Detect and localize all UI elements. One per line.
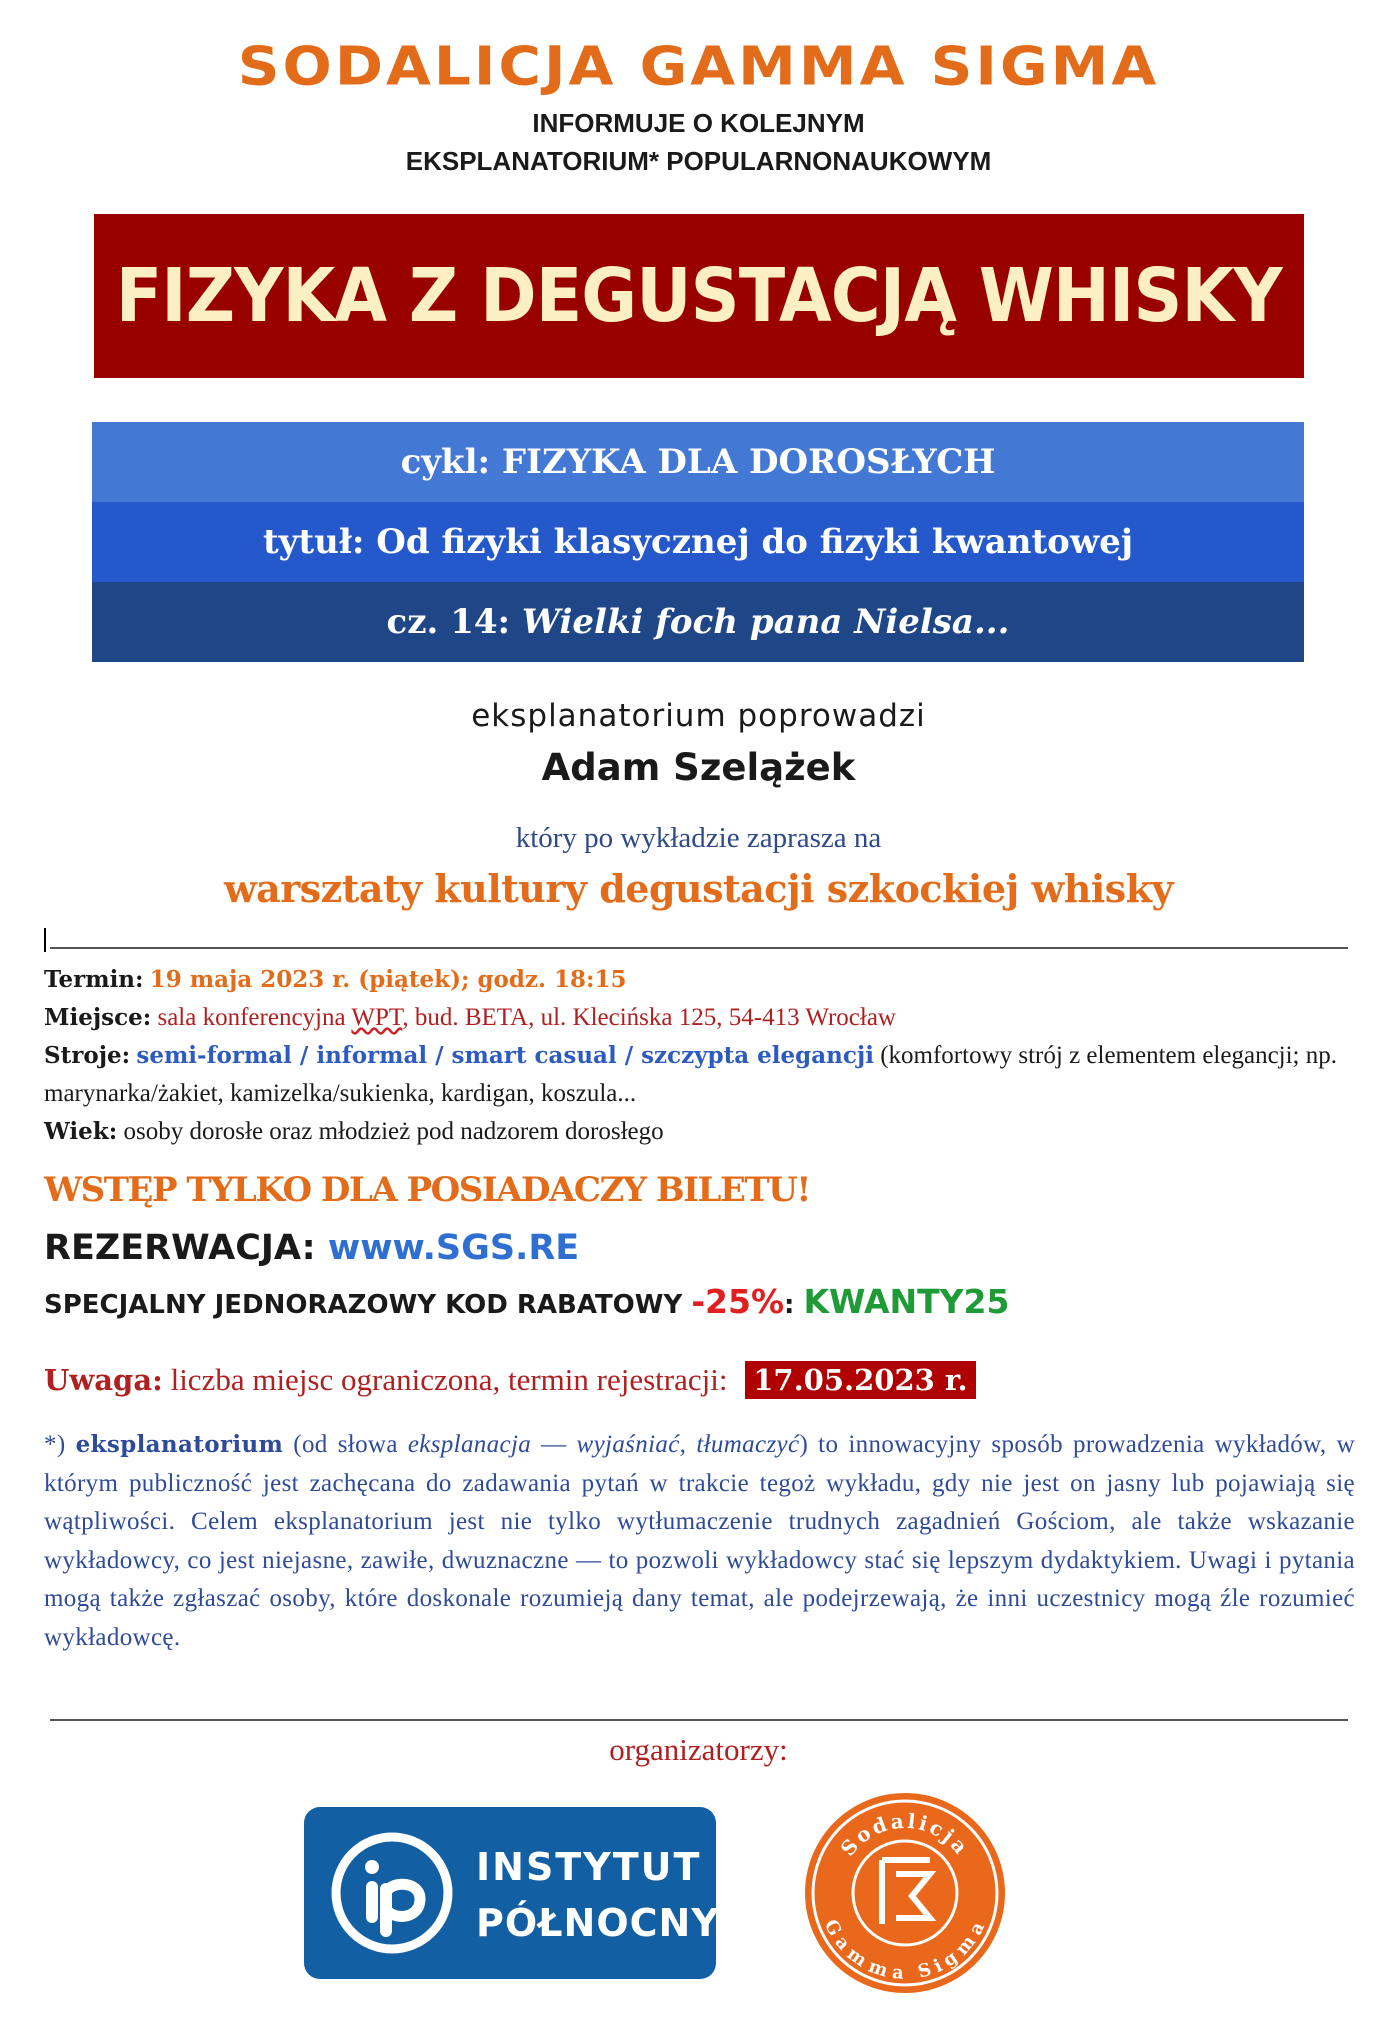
event-title-banner [94,214,1304,378]
footnote-term: eksplanatorium [75,1431,284,1458]
lecturer-name: Adam Szelążek [541,746,856,789]
sgs-arc-top: Sodalicja [835,1808,975,1861]
divider-bottom [50,1719,1348,1721]
invite-text: który po wykładzie zaprasza na [515,822,882,854]
termin-value: 19 maja 2023 r. (piątek); godz. 18:15 [149,966,627,993]
wiek-value: osoby dorosłe oraz młodzież pod nadzorem dorosłego [123,1118,664,1145]
divider-top [50,947,1348,949]
reservation-link[interactable]: www.SGS.RE [327,1228,580,1268]
discount-code: KWANTY25 [803,1282,1010,1321]
registration-deadline [44,1362,976,1398]
wiek-label: Wiek: [44,1118,118,1145]
footnote [44,1426,1355,1657]
series-title: tytuł: Od fizyki klasycznej do fizyki kwantowej [262,522,1134,562]
text-cursor [44,928,46,952]
footnote-word: eksplanacja [407,1431,532,1458]
organizers-label: organizatorzy: [609,1732,788,1767]
event-title: FIZYKA Z DEGUSTACJĄ WHISKY [115,253,1283,339]
ip-line2: PÓŁNOCNY [476,1901,720,1945]
reservation-line [44,1228,579,1268]
miejsce-value-pre: sala konferencyjna [157,1004,352,1031]
discount-colon: : [784,1290,804,1320]
series-part-name: Wielki foch pana Nielsa... [521,602,1010,642]
ticket-warning: WSTĘP TYLKO DLA POSIADACZY BILETU! [44,1170,810,1210]
ip-mark-icon [328,1829,456,1957]
discount-line [44,1282,1009,1321]
info-wiek [44,1113,1356,1151]
series-title-row [92,502,1304,582]
sgs-arc-bottom: Gamma Sigma [819,1916,991,1985]
stroje-value: semi-formal / informal / smart casual / szczypta elegancji [136,1042,874,1069]
organization-title: SODALICJA GAMMA SIGMA [237,34,1160,98]
info-stroje [44,1037,1356,1113]
instytut-polnocny-logo [304,1807,720,1979]
info-miejsce [44,999,1356,1037]
footnote-open: (od słowa [283,1431,408,1458]
series-cycle-row [92,422,1304,502]
stroje-note: (komfortowy strój z elementem elegancji; np. marynarka/żakiet, kamizelka/sukienka, kardigan, koszula... [44,1042,1338,1107]
series-part-prefix: cz. 14: [386,602,522,642]
footnote-marker: *) [44,1431,76,1458]
series-part-row [92,582,1304,662]
deadline-text: liczba miejsc ograniczona, termin rejestracji: [162,1362,736,1397]
discount-label: SPECJALNY JEDNORAZOWY KOD RABATOWY [44,1290,692,1320]
info-termin [44,961,1356,999]
stroje-label: Stroje: [44,1042,131,1069]
sodalicja-gamma-sigma-logo [802,1790,1008,1996]
footnote-dash: — [531,1431,577,1458]
deadline-date: 17.05.2023 r. [745,1361,975,1399]
footnote-meaning: wyjaśniać, tłumaczyć [576,1431,800,1458]
termin-label: Termin: [44,966,144,993]
miejsce-value-post: , bud. BETA, ul. Klecińska 125, 54-413 Wrocław [402,1004,896,1031]
workshop-title: warsztaty kultury degustacji szkockiej whisky [223,866,1174,911]
header-subtitle-line2: EKSPLANATORIUM* POPULARNONAUKOWYM [405,146,992,176]
ip-line1: INSTYTUT [476,1845,702,1889]
series-cycle: cykl: FIZYKA DLA DOROSŁYCH [400,442,996,482]
header-subtitle-line1: INFORMUJE O KOLEJNYM [532,108,865,138]
discount-percent: -25% [691,1282,785,1321]
footnote-rest: ) to innowacyjny sposób prowadzenia wykładów, w którym publiczność jest zachęcana do zadawania pytań w trakcie tegoż wykładu, gdy nie jest on jasny lub pojawiają się wątpliwości. Celem eksplanatorium jest nie tylko wytłumaczenie trudnych zagadnień Gościom, ale także wskazanie wykładowcy, co jest niejasne, zawiłe, dwuznaczne — to pozwoli wykładowcy stać się lepszym dydaktykiem. Uwagi i pytania mogą także zgłaszać osoby, które doskonale rozumieją dany temat, ale podejrzewają, że inni uczestnicy mogą źle rozumieć wykładowcę. [44,1431,1355,1651]
reservation-label: REZERWACJA: [44,1228,328,1268]
miejsce-label: Miejsce: [44,1004,152,1031]
miejsce-wpt: WPT [351,1004,403,1031]
deadline-label: Uwaga: [44,1363,163,1397]
lecturer-label: eksplanatorium poprowadzi [471,698,926,734]
